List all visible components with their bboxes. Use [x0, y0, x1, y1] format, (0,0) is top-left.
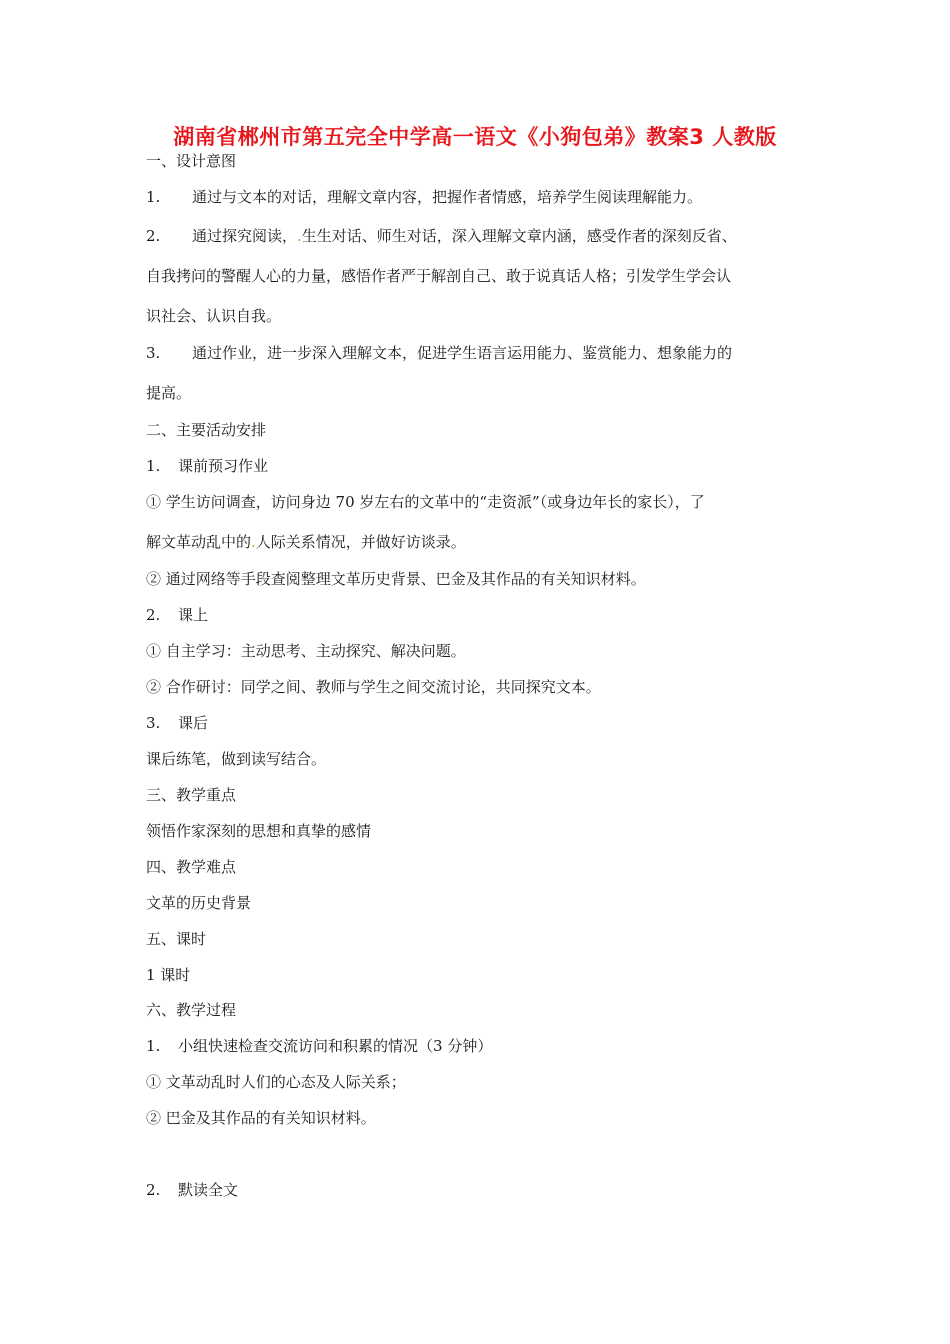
- activity-item-2-point-2: ② 合作研讨：同学之间、教师与学生之间交流讨论，共同探究文本。: [146, 678, 601, 696]
- activity-item-1-point-1-continuation: [146, 532, 466, 552]
- item-number: 2.: [146, 1181, 161, 1199]
- item-text: 小组快速检查交流访问和积累的情况（3 分钟）: [178, 1037, 493, 1055]
- design-item-1: [146, 187, 702, 207]
- section-1-heading: 一、设计意图: [146, 152, 237, 170]
- item-number: 2.: [146, 227, 161, 245]
- activity-item-3: [146, 713, 208, 733]
- stray-dot-mark: .: [251, 533, 256, 551]
- design-item-2-continuation-1: 自我拷问的警醒人心的力量，感悟作者严于解剖自己、敢于说真话人格；引发学生学会认: [146, 267, 732, 285]
- item-number: 1.: [146, 1037, 161, 1055]
- item-text-part-b: 生生对话、师生对话，深入理解文章内涵，感受作者的深刻反省、: [301, 227, 737, 245]
- design-item-3: [146, 343, 732, 363]
- item-text: 课后: [178, 714, 209, 732]
- activity-item-1-point-2: ② 通过网络等手段查阅整理文革历史背景、巴金及其作品的有关知识材料。: [146, 570, 646, 588]
- item-text: 默读全文: [178, 1181, 239, 1199]
- item-number: 3.: [146, 344, 161, 362]
- activity-item-1-point-1: ① 学生访问调查，访问身边 70 岁左右的文革中的“走资派”（或身边年长的家长），了: [146, 493, 705, 511]
- item-number: 1.: [146, 188, 161, 206]
- item-number: 1.: [146, 457, 161, 475]
- design-item-2-continuation-2: 识社会、认识自我。: [146, 307, 282, 325]
- item-number: 3.: [146, 714, 161, 732]
- item-text: 通过作业，进一步深入理解文本，促进学生语言运用能力、鉴赏能力、想象能力的: [192, 344, 733, 362]
- item-text: 课上: [178, 606, 209, 624]
- activity-item-1: [146, 456, 268, 476]
- section-4-text: 文革的历史背景: [146, 894, 252, 912]
- stray-dot-mark: .: [297, 227, 302, 245]
- section-5-text: 1 课时: [146, 966, 191, 984]
- process-item-1: [146, 1036, 492, 1056]
- activity-item-2-point-1: ① 自主学习：主动思考、主动探究、解决问题。: [146, 642, 466, 660]
- activity-item-2: [146, 605, 208, 625]
- section-3-text: 领悟作家深刻的思想和真挚的感情: [146, 822, 372, 840]
- section-3-heading: 三、教学重点: [146, 786, 237, 804]
- design-item-3-continuation: 提高。: [146, 384, 192, 402]
- continuation-part-b: 人际关系情况，并做好访谈录。: [255, 533, 466, 551]
- item-number: 2.: [146, 606, 161, 624]
- section-6-heading: 六、教学过程: [146, 1001, 237, 1019]
- section-5-heading: 五、课时: [146, 930, 207, 948]
- section-4-heading: 四、教学难点: [146, 858, 237, 876]
- item-text: 通过与文本的对话，理解文章内容，把握作者情感，培养学生阅读理解能力。: [192, 188, 703, 206]
- section-2-heading: 二、主要活动安排: [146, 421, 267, 439]
- activity-item-3-point-1: 课后练笔，做到读写结合。: [146, 750, 327, 768]
- item-text: 课前预习作业: [178, 457, 269, 475]
- document-title: 湖南省郴州市第五完全中学高一语文《小狗包弟》教案3 人教版: [173, 125, 777, 149]
- design-item-2: [146, 226, 737, 246]
- process-item-1-point-2: ② 巴金及其作品的有关知识材料。: [146, 1109, 376, 1127]
- item-text-part-a: 通过探究阅读，: [192, 227, 298, 245]
- process-item-2: [146, 1180, 238, 1200]
- process-item-1-point-1: ① 文革动乱时人们的心态及人际关系；: [146, 1073, 406, 1091]
- continuation-part-a: 解文革动乱中的: [146, 533, 252, 551]
